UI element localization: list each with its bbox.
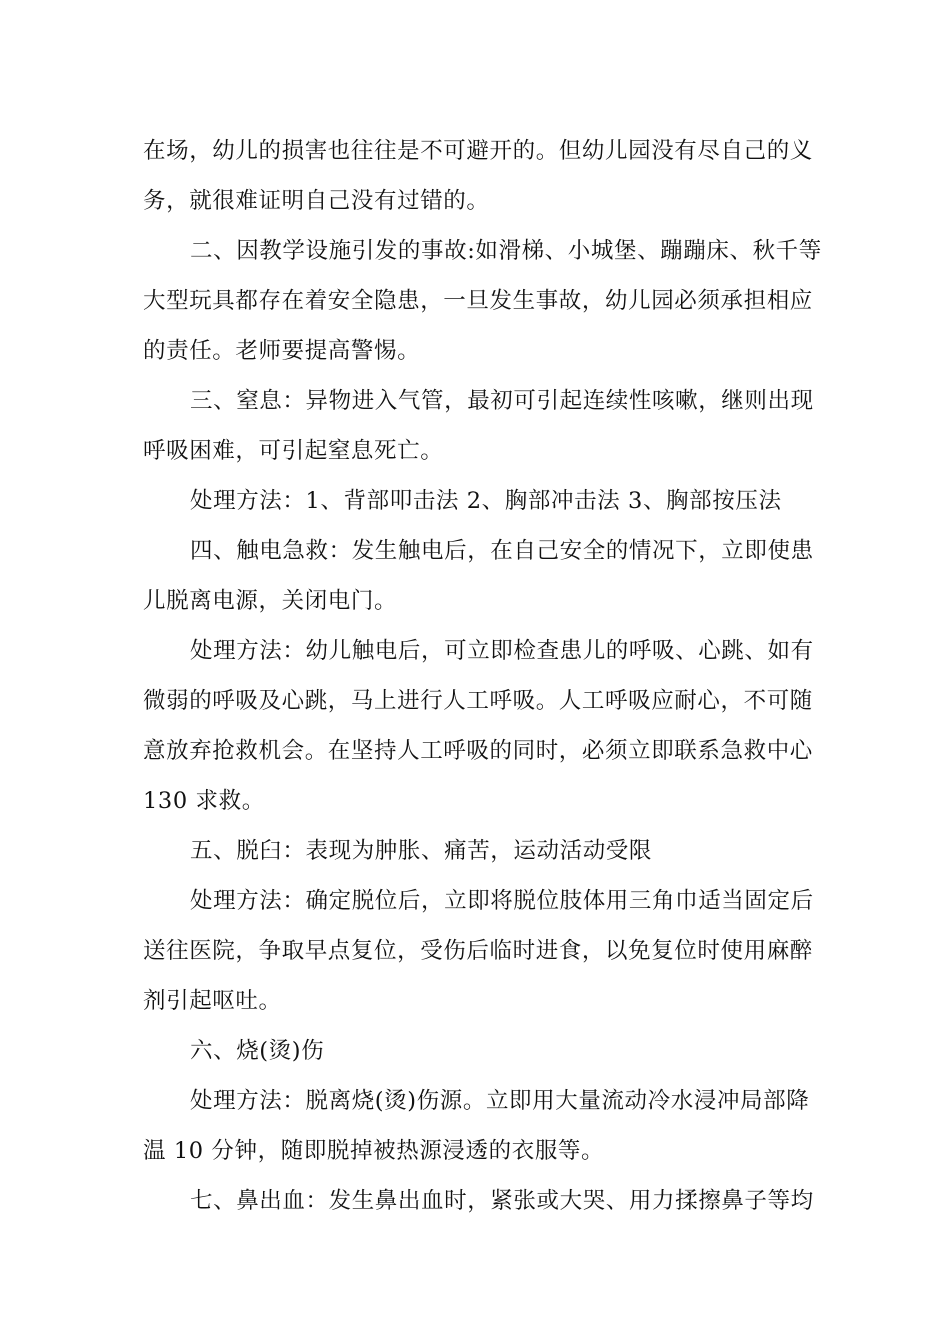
section-heading-line: 六、烧(烫)伤 xyxy=(190,1038,325,1064)
text-line: 呼吸困难，可引起窒息死亡。 xyxy=(143,438,444,464)
text-line: 儿脱离电源，关闭电门。 xyxy=(143,588,398,614)
text-line: 的责任。老师要提高警惕。 xyxy=(143,338,421,364)
method-line: 处理方法：幼儿触电后，可立即检查患儿的呼吸、心跳、如有 xyxy=(190,638,814,664)
text-line: 温 10 分钟，随即脱掉被热源浸透的衣服等。 xyxy=(143,1138,605,1164)
text-line: 在场，幼儿的损害也往往是不可避开的。但幼儿园没有尽自己的义 xyxy=(143,138,813,164)
text-line: 务，就很难证明自己没有过错的。 xyxy=(143,188,490,214)
method-line: 处理方法：1、背部叩击法 2、胸部冲击法 3、胸部按压法 xyxy=(190,488,782,514)
text-line: 大型玩具都存在着安全隐患，一旦发生事故，幼儿园必须承担相应 xyxy=(143,288,813,314)
section-heading-line: 二、因教学设施引发的事故:如滑梯、小城堡、蹦蹦床、秋千等 xyxy=(190,238,822,264)
section-heading-line: 四、触电急救：发生触电后，在自己安全的情况下，立即使患 xyxy=(190,538,814,564)
text-line: 意放弃抢救机会。在坚持人工呼吸的同时，必须立即联系急救中心 xyxy=(143,738,813,764)
text-line: 剂引起呕吐。 xyxy=(143,988,282,1014)
section-heading-line: 三、窒息：异物进入气管，最初可引起连续性咳嗽，继则出现 xyxy=(190,388,814,414)
text-line: 送往医院，争取早点复位，受伤后临时进食，以免复位时使用麻醉 xyxy=(143,938,813,964)
text-line: 130 求救。 xyxy=(143,788,265,814)
section-heading-line: 七、鼻出血：发生鼻出血时，紧张或大哭、用力揉擦鼻子等均 xyxy=(190,1188,814,1214)
method-line: 处理方法：确定脱位后，立即将脱位肢体用三角巾适当固定后 xyxy=(190,888,814,914)
text-line: 微弱的呼吸及心跳，马上进行人工呼吸。人工呼吸应耐心，不可随 xyxy=(143,688,813,714)
method-line: 处理方法：脱离烧(烫)伤源。立即用大量流动冷水浸冲局部降 xyxy=(190,1088,810,1114)
section-heading-line: 五、脱臼：表现为肿胀、痛苦，运动活动受限 xyxy=(190,838,653,864)
document-body xyxy=(143,126,822,1226)
